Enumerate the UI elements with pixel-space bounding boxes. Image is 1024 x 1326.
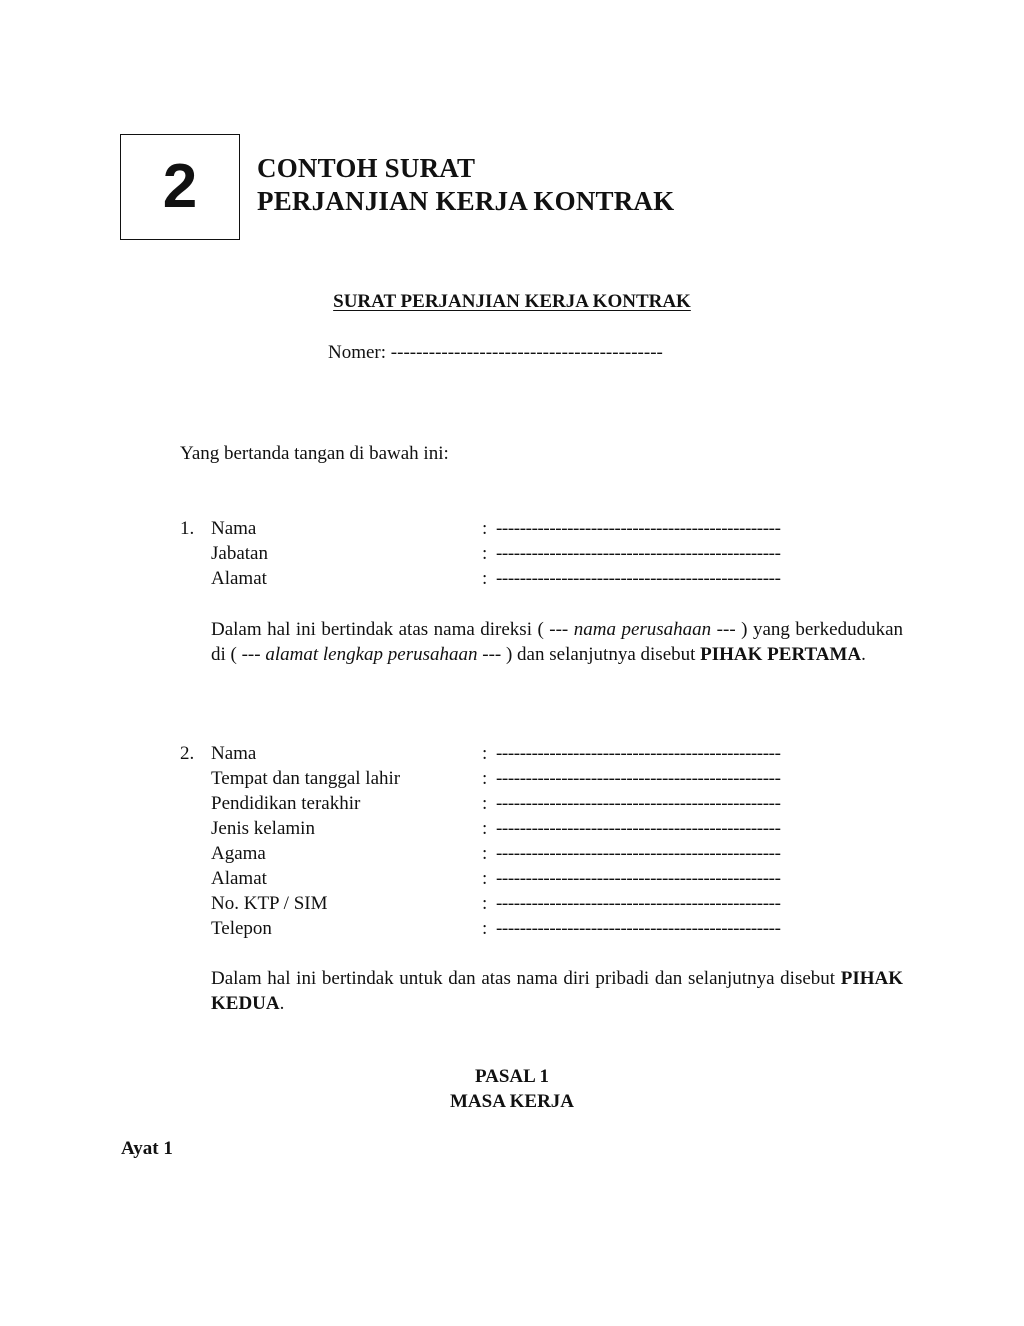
ayat-heading: Ayat 1 xyxy=(121,1138,173,1159)
field-label: Pendidikan terakhir xyxy=(211,793,361,814)
desc-text: Dalam hal ini bertindak untuk dan atas nama diri pribadi dan selanjutnya disebut xyxy=(211,968,841,989)
desc-text: Dalam hal ini bertindak atas nama direksi ( --- xyxy=(211,619,574,640)
field-label: Alamat xyxy=(211,568,267,589)
desc-italic-company-name: nama perusahaan xyxy=(573,619,712,640)
party-1-fields xyxy=(180,516,904,591)
pasal-number: PASAL 1 xyxy=(474,1066,550,1087)
document-title xyxy=(0,291,1024,313)
party-2-description xyxy=(211,966,903,1016)
party-2-field-row xyxy=(180,916,904,941)
field-blank: ------------------------------------------------ xyxy=(496,743,781,764)
chapter-number-box xyxy=(120,134,240,240)
field-colon: : xyxy=(482,568,488,589)
party-1-field-row xyxy=(180,541,904,566)
party-2-field-row xyxy=(180,841,904,866)
party-2-fields xyxy=(180,741,904,941)
field-blank: ------------------------------------------------ xyxy=(496,543,781,564)
field-label: Jenis kelamin xyxy=(211,818,315,839)
field-blank: ------------------------------------------------ xyxy=(496,843,781,864)
field-colon: : xyxy=(482,868,488,889)
field-colon: : xyxy=(482,893,488,914)
field-blank: ------------------------------------------------ xyxy=(496,918,781,939)
intro-text: Yang bertanda tangan di bawah ini: xyxy=(180,443,449,464)
party-2-field-row xyxy=(180,816,904,841)
field-label: Nama xyxy=(211,518,257,539)
field-colon: : xyxy=(482,543,488,564)
chapter-title-line-1: CONTOH SURAT xyxy=(257,153,476,183)
field-blank: ------------------------------------------------ xyxy=(496,568,781,589)
document-title-text: SURAT PERJANJIAN KERJA KONTRAK xyxy=(333,291,691,312)
party-1-field-row xyxy=(180,516,904,541)
desc-italic-company-address: alamat lengkap perusahaan xyxy=(265,644,478,665)
desc-text: . xyxy=(279,993,285,1014)
field-label: No. KTP / SIM xyxy=(211,893,328,914)
party-1-field-row xyxy=(180,566,904,591)
desc-bold-party-name: PIHAK PERTAMA xyxy=(700,644,862,665)
field-blank: ------------------------------------------------ xyxy=(496,793,781,814)
party-2-field-row xyxy=(180,791,904,816)
party-2-field-row xyxy=(180,891,904,916)
field-colon: : xyxy=(482,818,488,839)
field-label: Jabatan xyxy=(211,543,268,564)
field-colon: : xyxy=(482,843,488,864)
chapter-title xyxy=(257,152,674,218)
field-blank: ------------------------------------------------ xyxy=(496,818,781,839)
field-colon: : xyxy=(482,793,488,814)
document-number: Nomer: ------------------------------------------- xyxy=(328,342,663,363)
field-blank: ------------------------------------------------ xyxy=(496,868,781,889)
desc-text: . xyxy=(861,644,866,665)
desc-bold-party-name: PIHAK KEDUA xyxy=(211,968,903,1014)
chapter-number: 2 xyxy=(162,152,198,221)
pasal-title: MASA KERJA xyxy=(449,1091,575,1112)
field-blank: ------------------------------------------------ xyxy=(496,893,781,914)
field-colon: : xyxy=(482,918,488,939)
party-2-field-row xyxy=(180,766,904,791)
field-colon: : xyxy=(482,768,488,789)
field-label: Alamat xyxy=(211,868,267,889)
chapter-title-line-2: PERJANJIAN KERJA KONTRAK xyxy=(257,186,675,216)
field-label: Telepon xyxy=(211,918,272,939)
field-blank: ------------------------------------------------ xyxy=(496,768,781,789)
party-1-description xyxy=(211,617,903,667)
party-2-field-row xyxy=(180,866,904,891)
field-label: Tempat dan tanggal lahir xyxy=(211,768,401,789)
field-blank: ------------------------------------------------ xyxy=(496,518,781,539)
party-2-field-row xyxy=(180,741,904,766)
field-colon: : xyxy=(482,743,488,764)
party-2-number: 2. xyxy=(180,743,195,764)
desc-text: --- ) dan selanjutnya disebut xyxy=(477,644,701,665)
field-colon: : xyxy=(482,518,488,539)
party-1-number: 1. xyxy=(180,518,195,539)
field-label: Agama xyxy=(211,843,266,864)
field-label: Nama xyxy=(211,743,257,764)
desc-text: --- ) yang berkedudukan di ( --- xyxy=(211,619,903,665)
